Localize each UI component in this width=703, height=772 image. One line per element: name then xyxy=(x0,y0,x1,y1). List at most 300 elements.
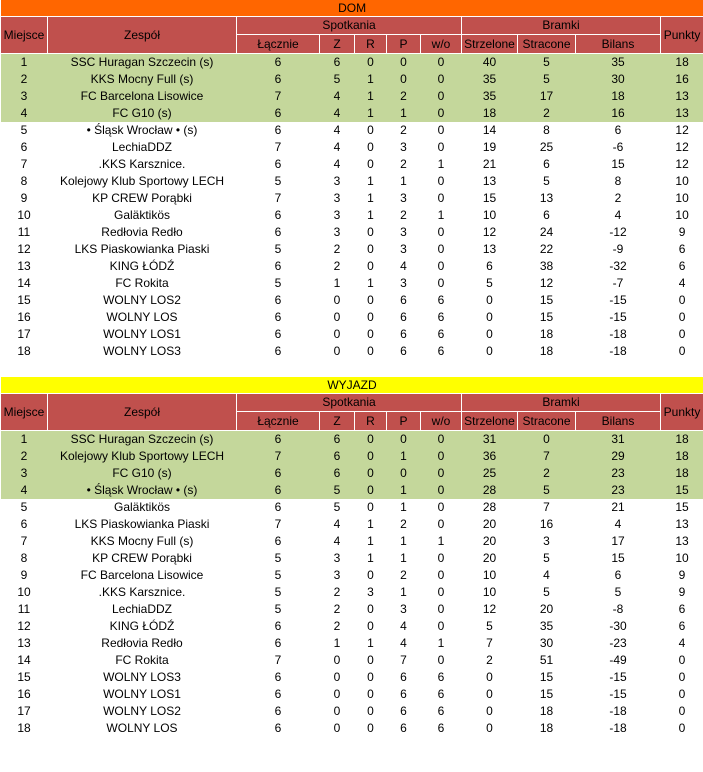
cell-goal-diff: -15 xyxy=(576,669,661,686)
cell-team: FC Rokita xyxy=(48,275,237,292)
cell-rank: 17 xyxy=(1,703,48,720)
col-header-goals: Bramki xyxy=(462,394,661,412)
cell-team: Galäktikös xyxy=(48,207,237,224)
table-row xyxy=(1,88,703,105)
cell-team: KKS Mocny Full (s) xyxy=(48,533,237,550)
cell-team: SSC Huragan Szczecin (s) xyxy=(48,54,237,72)
cell-conceded: 18 xyxy=(518,703,576,720)
cell-points: 13 xyxy=(661,533,703,550)
cell-draws: 1 xyxy=(355,635,387,652)
cell-team: • Śląsk Wrocław • (s) xyxy=(48,482,237,499)
cell-points: 0 xyxy=(661,686,703,703)
home-header-row xyxy=(1,17,703,35)
cell-goal-diff: -32 xyxy=(576,258,661,275)
cell-rank: 18 xyxy=(1,720,48,737)
table-row xyxy=(1,635,703,652)
cell-scored: 13 xyxy=(462,173,518,190)
home-banner xyxy=(1,0,703,17)
cell-conceded: 5 xyxy=(518,482,576,499)
cell-rank: 14 xyxy=(1,652,48,669)
cell-rank: 14 xyxy=(1,275,48,292)
cell-rank: 11 xyxy=(1,601,48,618)
cell-wins: 3 xyxy=(320,207,355,224)
table-row xyxy=(1,258,703,275)
cell-total: 5 xyxy=(237,550,320,567)
cell-conceded: 16 xyxy=(518,516,576,533)
cell-conceded: 18 xyxy=(518,720,576,737)
cell-walkovers: 0 xyxy=(421,122,462,139)
cell-draws: 0 xyxy=(355,122,387,139)
cell-wins: 5 xyxy=(320,499,355,516)
table-row xyxy=(1,292,703,309)
cell-losses: 3 xyxy=(387,275,421,292)
cell-scored: 21 xyxy=(462,156,518,173)
cell-conceded: 25 xyxy=(518,139,576,156)
cell-walkovers: 6 xyxy=(421,669,462,686)
cell-draws: 1 xyxy=(355,190,387,207)
cell-scored: 35 xyxy=(462,88,518,105)
cell-team: Redłovia Redło xyxy=(48,635,237,652)
cell-losses: 3 xyxy=(387,241,421,258)
cell-scored: 7 xyxy=(462,635,518,652)
cell-conceded: 20 xyxy=(518,601,576,618)
cell-scored: 25 xyxy=(462,465,518,482)
cell-goal-diff: 31 xyxy=(576,431,661,449)
cell-walkovers: 0 xyxy=(421,618,462,635)
cell-rank: 8 xyxy=(1,550,48,567)
cell-total: 5 xyxy=(237,601,320,618)
cell-rank: 9 xyxy=(1,190,48,207)
cell-points: 18 xyxy=(661,465,703,482)
cell-team: WOLNY LOS3 xyxy=(48,343,237,360)
cell-wins: 4 xyxy=(320,516,355,533)
cell-scored: 10 xyxy=(462,207,518,224)
cell-total: 6 xyxy=(237,703,320,720)
away-table xyxy=(0,377,703,737)
cell-total: 6 xyxy=(237,720,320,737)
cell-wins: 0 xyxy=(320,720,355,737)
cell-goal-diff: 5 xyxy=(576,584,661,601)
cell-scored: 0 xyxy=(462,309,518,326)
table-row xyxy=(1,584,703,601)
cell-scored: 0 xyxy=(462,343,518,360)
cell-draws: 0 xyxy=(355,309,387,326)
cell-wins: 3 xyxy=(320,224,355,241)
table-row xyxy=(1,156,703,173)
cell-scored: 28 xyxy=(462,482,518,499)
cell-total: 7 xyxy=(237,516,320,533)
cell-draws: 0 xyxy=(355,343,387,360)
cell-goal-diff: -15 xyxy=(576,292,661,309)
cell-conceded: 13 xyxy=(518,190,576,207)
cell-walkovers: 0 xyxy=(421,275,462,292)
cell-losses: 6 xyxy=(387,309,421,326)
cell-points: 13 xyxy=(661,88,703,105)
table-row xyxy=(1,275,703,292)
cell-scored: 10 xyxy=(462,567,518,584)
cell-losses: 6 xyxy=(387,326,421,343)
cell-wins: 4 xyxy=(320,88,355,105)
cell-rank: 6 xyxy=(1,516,48,533)
cell-walkovers: 0 xyxy=(421,601,462,618)
cell-scored: 10 xyxy=(462,584,518,601)
cell-wins: 0 xyxy=(320,292,355,309)
cell-losses: 1 xyxy=(387,550,421,567)
table-row xyxy=(1,71,703,88)
col-header-team: Zespół xyxy=(48,394,237,431)
cell-wins: 2 xyxy=(320,618,355,635)
cell-points: 0 xyxy=(661,652,703,669)
cell-points: 0 xyxy=(661,669,703,686)
cell-walkovers: 6 xyxy=(421,720,462,737)
cell-walkovers: 6 xyxy=(421,703,462,720)
col-header-matches: Spotkania xyxy=(237,394,462,412)
cell-wins: 4 xyxy=(320,105,355,122)
cell-rank: 13 xyxy=(1,258,48,275)
cell-wins: 0 xyxy=(320,309,355,326)
cell-scored: 20 xyxy=(462,516,518,533)
cell-losses: 0 xyxy=(387,54,421,72)
home-section-title: DOM xyxy=(1,0,703,17)
table-row xyxy=(1,652,703,669)
cell-rank: 5 xyxy=(1,122,48,139)
cell-points: 0 xyxy=(661,309,703,326)
col-header-conceded: Stracone xyxy=(518,412,576,431)
cell-points: 0 xyxy=(661,292,703,309)
col-header-losses: P xyxy=(387,412,421,431)
col-header-goals: Bramki xyxy=(462,17,661,35)
table-row xyxy=(1,465,703,482)
cell-draws: 0 xyxy=(355,448,387,465)
col-header-draws: R xyxy=(355,412,387,431)
cell-team: Kolejowy Klub Sportowy LECH xyxy=(48,448,237,465)
cell-wins: 0 xyxy=(320,326,355,343)
cell-draws: 1 xyxy=(355,550,387,567)
cell-goal-diff: -18 xyxy=(576,703,661,720)
cell-goal-diff: -23 xyxy=(576,635,661,652)
cell-team: .KKS Karsznice. xyxy=(48,584,237,601)
cell-rank: 18 xyxy=(1,343,48,360)
cell-scored: 36 xyxy=(462,448,518,465)
cell-wins: 0 xyxy=(320,686,355,703)
table-row xyxy=(1,550,703,567)
cell-total: 6 xyxy=(237,207,320,224)
col-header-losses: P xyxy=(387,35,421,54)
cell-draws: 0 xyxy=(355,156,387,173)
cell-scored: 0 xyxy=(462,720,518,737)
col-header-team: Zespół xyxy=(48,17,237,54)
cell-losses: 3 xyxy=(387,601,421,618)
cell-goal-diff: 2 xyxy=(576,190,661,207)
col-header-walkovers: w/o xyxy=(421,412,462,431)
cell-team: FC Rokita xyxy=(48,652,237,669)
cell-losses: 3 xyxy=(387,224,421,241)
cell-total: 6 xyxy=(237,292,320,309)
cell-rank: 5 xyxy=(1,499,48,516)
table-row xyxy=(1,618,703,635)
cell-team: Galäktikös xyxy=(48,499,237,516)
table-row xyxy=(1,567,703,584)
away-section-title: WYJAZD xyxy=(1,377,703,394)
table-row xyxy=(1,516,703,533)
cell-wins: 2 xyxy=(320,601,355,618)
cell-goal-diff: -18 xyxy=(576,343,661,360)
cell-conceded: 22 xyxy=(518,241,576,258)
cell-points: 0 xyxy=(661,703,703,720)
cell-goal-diff: 8 xyxy=(576,173,661,190)
cell-points: 15 xyxy=(661,482,703,499)
cell-walkovers: 6 xyxy=(421,326,462,343)
cell-conceded: 15 xyxy=(518,292,576,309)
cell-rank: 15 xyxy=(1,292,48,309)
col-header-goal-diff: Bilans xyxy=(576,35,661,54)
cell-draws: 1 xyxy=(355,275,387,292)
cell-team: WOLNY LOS xyxy=(48,309,237,326)
cell-rank: 7 xyxy=(1,533,48,550)
cell-scored: 20 xyxy=(462,533,518,550)
col-header-scored: Strzelone xyxy=(462,412,518,431)
cell-goal-diff: 4 xyxy=(576,516,661,533)
cell-goal-diff: -49 xyxy=(576,652,661,669)
cell-wins: 6 xyxy=(320,465,355,482)
cell-wins: 6 xyxy=(320,431,355,449)
cell-goal-diff: 35 xyxy=(576,54,661,72)
cell-draws: 0 xyxy=(355,567,387,584)
col-header-walkovers: w/o xyxy=(421,35,462,54)
cell-points: 12 xyxy=(661,122,703,139)
cell-rank: 1 xyxy=(1,54,48,72)
col-header-wins: Z xyxy=(320,35,355,54)
cell-losses: 1 xyxy=(387,584,421,601)
table-row xyxy=(1,431,703,449)
cell-team: WOLNY LOS3 xyxy=(48,669,237,686)
cell-total: 6 xyxy=(237,156,320,173)
cell-conceded: 15 xyxy=(518,686,576,703)
cell-points: 10 xyxy=(661,190,703,207)
cell-conceded: 18 xyxy=(518,326,576,343)
cell-walkovers: 0 xyxy=(421,139,462,156)
cell-losses: 0 xyxy=(387,465,421,482)
cell-goal-diff: 29 xyxy=(576,448,661,465)
col-header-total: Łącznie xyxy=(237,35,320,54)
cell-team: FC G10 (s) xyxy=(48,105,237,122)
cell-rank: 12 xyxy=(1,618,48,635)
cell-total: 6 xyxy=(237,686,320,703)
cell-wins: 3 xyxy=(320,567,355,584)
cell-goal-diff: 4 xyxy=(576,207,661,224)
cell-goal-diff: -12 xyxy=(576,224,661,241)
cell-team: FC Barcelona Lisowice xyxy=(48,88,237,105)
cell-scored: 0 xyxy=(462,292,518,309)
cell-points: 9 xyxy=(661,224,703,241)
table-row xyxy=(1,601,703,618)
cell-wins: 0 xyxy=(320,652,355,669)
cell-conceded: 12 xyxy=(518,275,576,292)
cell-points: 6 xyxy=(661,241,703,258)
cell-losses: 2 xyxy=(387,122,421,139)
cell-total: 6 xyxy=(237,309,320,326)
cell-points: 9 xyxy=(661,567,703,584)
cell-team: KP CREW Porąbki xyxy=(48,550,237,567)
cell-walkovers: 0 xyxy=(421,584,462,601)
cell-rank: 15 xyxy=(1,669,48,686)
cell-wins: 5 xyxy=(320,482,355,499)
cell-losses: 1 xyxy=(387,499,421,516)
cell-losses: 2 xyxy=(387,516,421,533)
cell-conceded: 2 xyxy=(518,105,576,122)
cell-draws: 1 xyxy=(355,173,387,190)
cell-rank: 3 xyxy=(1,465,48,482)
cell-goal-diff: 15 xyxy=(576,156,661,173)
table-row xyxy=(1,533,703,550)
cell-total: 7 xyxy=(237,190,320,207)
table-row xyxy=(1,122,703,139)
cell-scored: 12 xyxy=(462,601,518,618)
cell-wins: 5 xyxy=(320,71,355,88)
cell-points: 16 xyxy=(661,71,703,88)
cell-total: 5 xyxy=(237,275,320,292)
cell-draws: 0 xyxy=(355,652,387,669)
cell-rank: 10 xyxy=(1,584,48,601)
cell-points: 0 xyxy=(661,343,703,360)
cell-goal-diff: 15 xyxy=(576,550,661,567)
cell-team: KKS Mocny Full (s) xyxy=(48,71,237,88)
cell-points: 6 xyxy=(661,258,703,275)
cell-points: 13 xyxy=(661,105,703,122)
away-header-row xyxy=(1,394,703,412)
cell-walkovers: 0 xyxy=(421,482,462,499)
cell-rank: 16 xyxy=(1,309,48,326)
cell-goal-diff: -30 xyxy=(576,618,661,635)
cell-goal-diff: 16 xyxy=(576,105,661,122)
cell-losses: 2 xyxy=(387,88,421,105)
cell-conceded: 5 xyxy=(518,550,576,567)
cell-goal-diff: -15 xyxy=(576,309,661,326)
cell-walkovers: 0 xyxy=(421,173,462,190)
cell-goal-diff: -18 xyxy=(576,720,661,737)
cell-conceded: 2 xyxy=(518,465,576,482)
table-row xyxy=(1,669,703,686)
cell-wins: 1 xyxy=(320,635,355,652)
cell-losses: 1 xyxy=(387,482,421,499)
cell-goal-diff: 21 xyxy=(576,499,661,516)
col-header-matches: Spotkania xyxy=(237,17,462,35)
cell-losses: 3 xyxy=(387,190,421,207)
cell-conceded: 35 xyxy=(518,618,576,635)
cell-total: 6 xyxy=(237,635,320,652)
cell-total: 6 xyxy=(237,343,320,360)
cell-scored: 19 xyxy=(462,139,518,156)
cell-total: 7 xyxy=(237,88,320,105)
cell-team: LKS Piaskowianka Piaski xyxy=(48,516,237,533)
cell-scored: 14 xyxy=(462,122,518,139)
cell-draws: 0 xyxy=(355,139,387,156)
cell-wins: 6 xyxy=(320,54,355,72)
cell-scored: 40 xyxy=(462,54,518,72)
table-row xyxy=(1,343,703,360)
cell-scored: 5 xyxy=(462,618,518,635)
cell-team: LKS Piaskowianka Piaski xyxy=(48,241,237,258)
cell-total: 5 xyxy=(237,584,320,601)
cell-losses: 1 xyxy=(387,448,421,465)
cell-scored: 2 xyxy=(462,652,518,669)
cell-rank: 4 xyxy=(1,105,48,122)
cell-draws: 0 xyxy=(355,431,387,449)
home-table xyxy=(0,0,703,360)
cell-draws: 0 xyxy=(355,292,387,309)
cell-points: 9 xyxy=(661,584,703,601)
cell-total: 7 xyxy=(237,448,320,465)
cell-points: 4 xyxy=(661,275,703,292)
cell-wins: 4 xyxy=(320,533,355,550)
cell-goal-diff: -6 xyxy=(576,139,661,156)
cell-team: Kolejowy Klub Sportowy LECH xyxy=(48,173,237,190)
cell-conceded: 15 xyxy=(518,669,576,686)
cell-draws: 0 xyxy=(355,601,387,618)
cell-rank: 10 xyxy=(1,207,48,224)
cell-draws: 0 xyxy=(355,258,387,275)
cell-points: 10 xyxy=(661,207,703,224)
cell-goal-diff: 18 xyxy=(576,88,661,105)
cell-total: 6 xyxy=(237,105,320,122)
cell-team: WOLNY LOS xyxy=(48,720,237,737)
cell-wins: 4 xyxy=(320,139,355,156)
cell-draws: 0 xyxy=(355,482,387,499)
table-row xyxy=(1,54,703,72)
cell-points: 18 xyxy=(661,431,703,449)
cell-team: FC G10 (s) xyxy=(48,465,237,482)
table-row xyxy=(1,241,703,258)
cell-goal-diff: 17 xyxy=(576,533,661,550)
cell-rank: 11 xyxy=(1,224,48,241)
cell-walkovers: 0 xyxy=(421,105,462,122)
cell-points: 15 xyxy=(661,499,703,516)
cell-team: .KKS Karsznice. xyxy=(48,156,237,173)
cell-goal-diff: 6 xyxy=(576,567,661,584)
cell-wins: 2 xyxy=(320,258,355,275)
cell-scored: 28 xyxy=(462,499,518,516)
cell-draws: 0 xyxy=(355,326,387,343)
cell-total: 7 xyxy=(237,139,320,156)
table-row xyxy=(1,139,703,156)
cell-conceded: 6 xyxy=(518,156,576,173)
cell-points: 6 xyxy=(661,601,703,618)
cell-losses: 6 xyxy=(387,669,421,686)
col-header-points: Punkty xyxy=(661,394,703,431)
cell-total: 5 xyxy=(237,173,320,190)
cell-draws: 0 xyxy=(355,703,387,720)
cell-walkovers: 1 xyxy=(421,635,462,652)
cell-wins: 0 xyxy=(320,703,355,720)
table-row xyxy=(1,686,703,703)
table-row xyxy=(1,224,703,241)
cell-scored: 13 xyxy=(462,241,518,258)
cell-rank: 2 xyxy=(1,448,48,465)
cell-total: 6 xyxy=(237,54,320,72)
cell-scored: 5 xyxy=(462,275,518,292)
cell-conceded: 3 xyxy=(518,533,576,550)
cell-rank: 3 xyxy=(1,88,48,105)
cell-goal-diff: -8 xyxy=(576,601,661,618)
cell-losses: 6 xyxy=(387,292,421,309)
cell-wins: 3 xyxy=(320,550,355,567)
cell-losses: 7 xyxy=(387,652,421,669)
cell-goal-diff: 23 xyxy=(576,465,661,482)
cell-scored: 15 xyxy=(462,190,518,207)
cell-goal-diff: -7 xyxy=(576,275,661,292)
cell-draws: 0 xyxy=(355,618,387,635)
cell-points: 10 xyxy=(661,173,703,190)
